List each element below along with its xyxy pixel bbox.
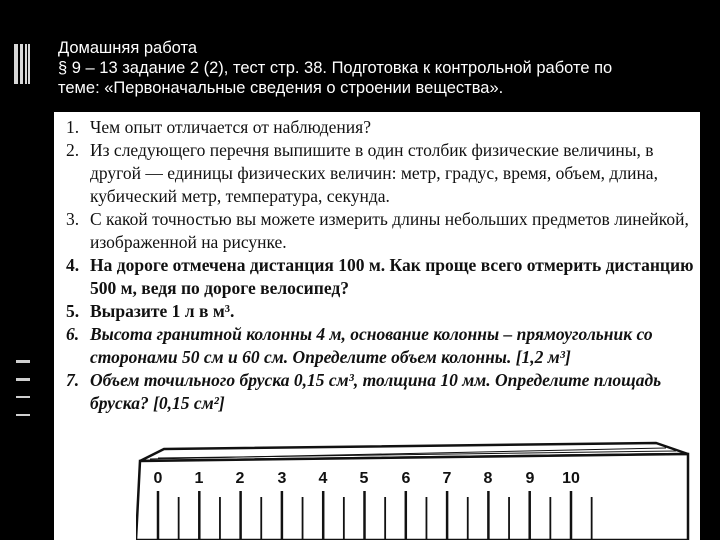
question-item xyxy=(66,116,694,139)
question-number: 2. xyxy=(66,140,80,160)
question-number: 1. xyxy=(66,117,80,137)
question-text: Высота гранитной колонны 4 м, основание колонны – прямоугольник со сторонами 50 см и 60 см. Определите объем колонны. [1,2 м³] xyxy=(90,324,653,367)
slide-header xyxy=(58,38,708,98)
question-number: 6. xyxy=(66,324,80,344)
ruler-front-face xyxy=(136,454,688,540)
ruler-label: 1 xyxy=(194,470,204,487)
ruler-label: 4 xyxy=(318,470,328,487)
ruler-label: 10 xyxy=(562,470,580,487)
ruler-label: 5 xyxy=(359,470,369,487)
question-number: 5. xyxy=(66,301,80,321)
question-item xyxy=(66,139,694,208)
question-list xyxy=(66,116,694,415)
corner-stripes-decoration xyxy=(0,0,60,100)
question-item xyxy=(66,208,694,254)
question-text: Объем точильного бруска 0,15 см³, толщина 10 мм. Определите площадь бруска? [0,15 см²] xyxy=(90,370,662,413)
side-stripes-decoration xyxy=(16,360,30,460)
header-assignment: § 9 – 13 задание 2 (2), тест стр. 38. Подготовка к контрольной работе по xyxy=(58,59,613,77)
header-topic: теме: «Первоначальные сведения о строении вещества». xyxy=(58,79,504,97)
question-text: С какой точностью вы можете измерить длины небольших предметов линейкой, изображенной на рисунке. xyxy=(90,209,689,252)
ruler-label: 2 xyxy=(235,470,245,487)
ruler-label: 9 xyxy=(525,470,535,487)
question-number: 7. xyxy=(66,370,80,390)
question-text: Из следующего перечня выпишите в один столбик физические величины, в другой — единицы физических величин: метр, градус, время, объем, длина, кубический метр, температура, секунда. xyxy=(90,140,658,206)
ruler-label: 0 xyxy=(153,470,163,487)
ruler-label: 3 xyxy=(277,470,287,487)
ruler-label: 8 xyxy=(483,470,493,487)
ruler-label: 7 xyxy=(442,470,452,487)
ruler-illustration xyxy=(136,439,692,540)
question-text: На дороге отмечена дистанция 100 м. Как проще всего отмерить дистанцию 500 м, ведя по дороге велосипед? xyxy=(90,255,694,298)
scanned-worksheet xyxy=(54,112,700,540)
question-text: Чем опыт отличается от наблюдения? xyxy=(90,117,371,137)
ruler-label: 6 xyxy=(401,470,411,487)
question-item xyxy=(66,254,694,300)
question-item xyxy=(66,369,694,415)
question-number: 3. xyxy=(66,209,80,229)
question-item xyxy=(66,300,694,323)
question-text: Выразите 1 л в м³. xyxy=(90,301,235,321)
question-item xyxy=(66,323,694,369)
question-number: 4. xyxy=(66,255,80,275)
header-title: Домашняя работа xyxy=(58,39,198,57)
